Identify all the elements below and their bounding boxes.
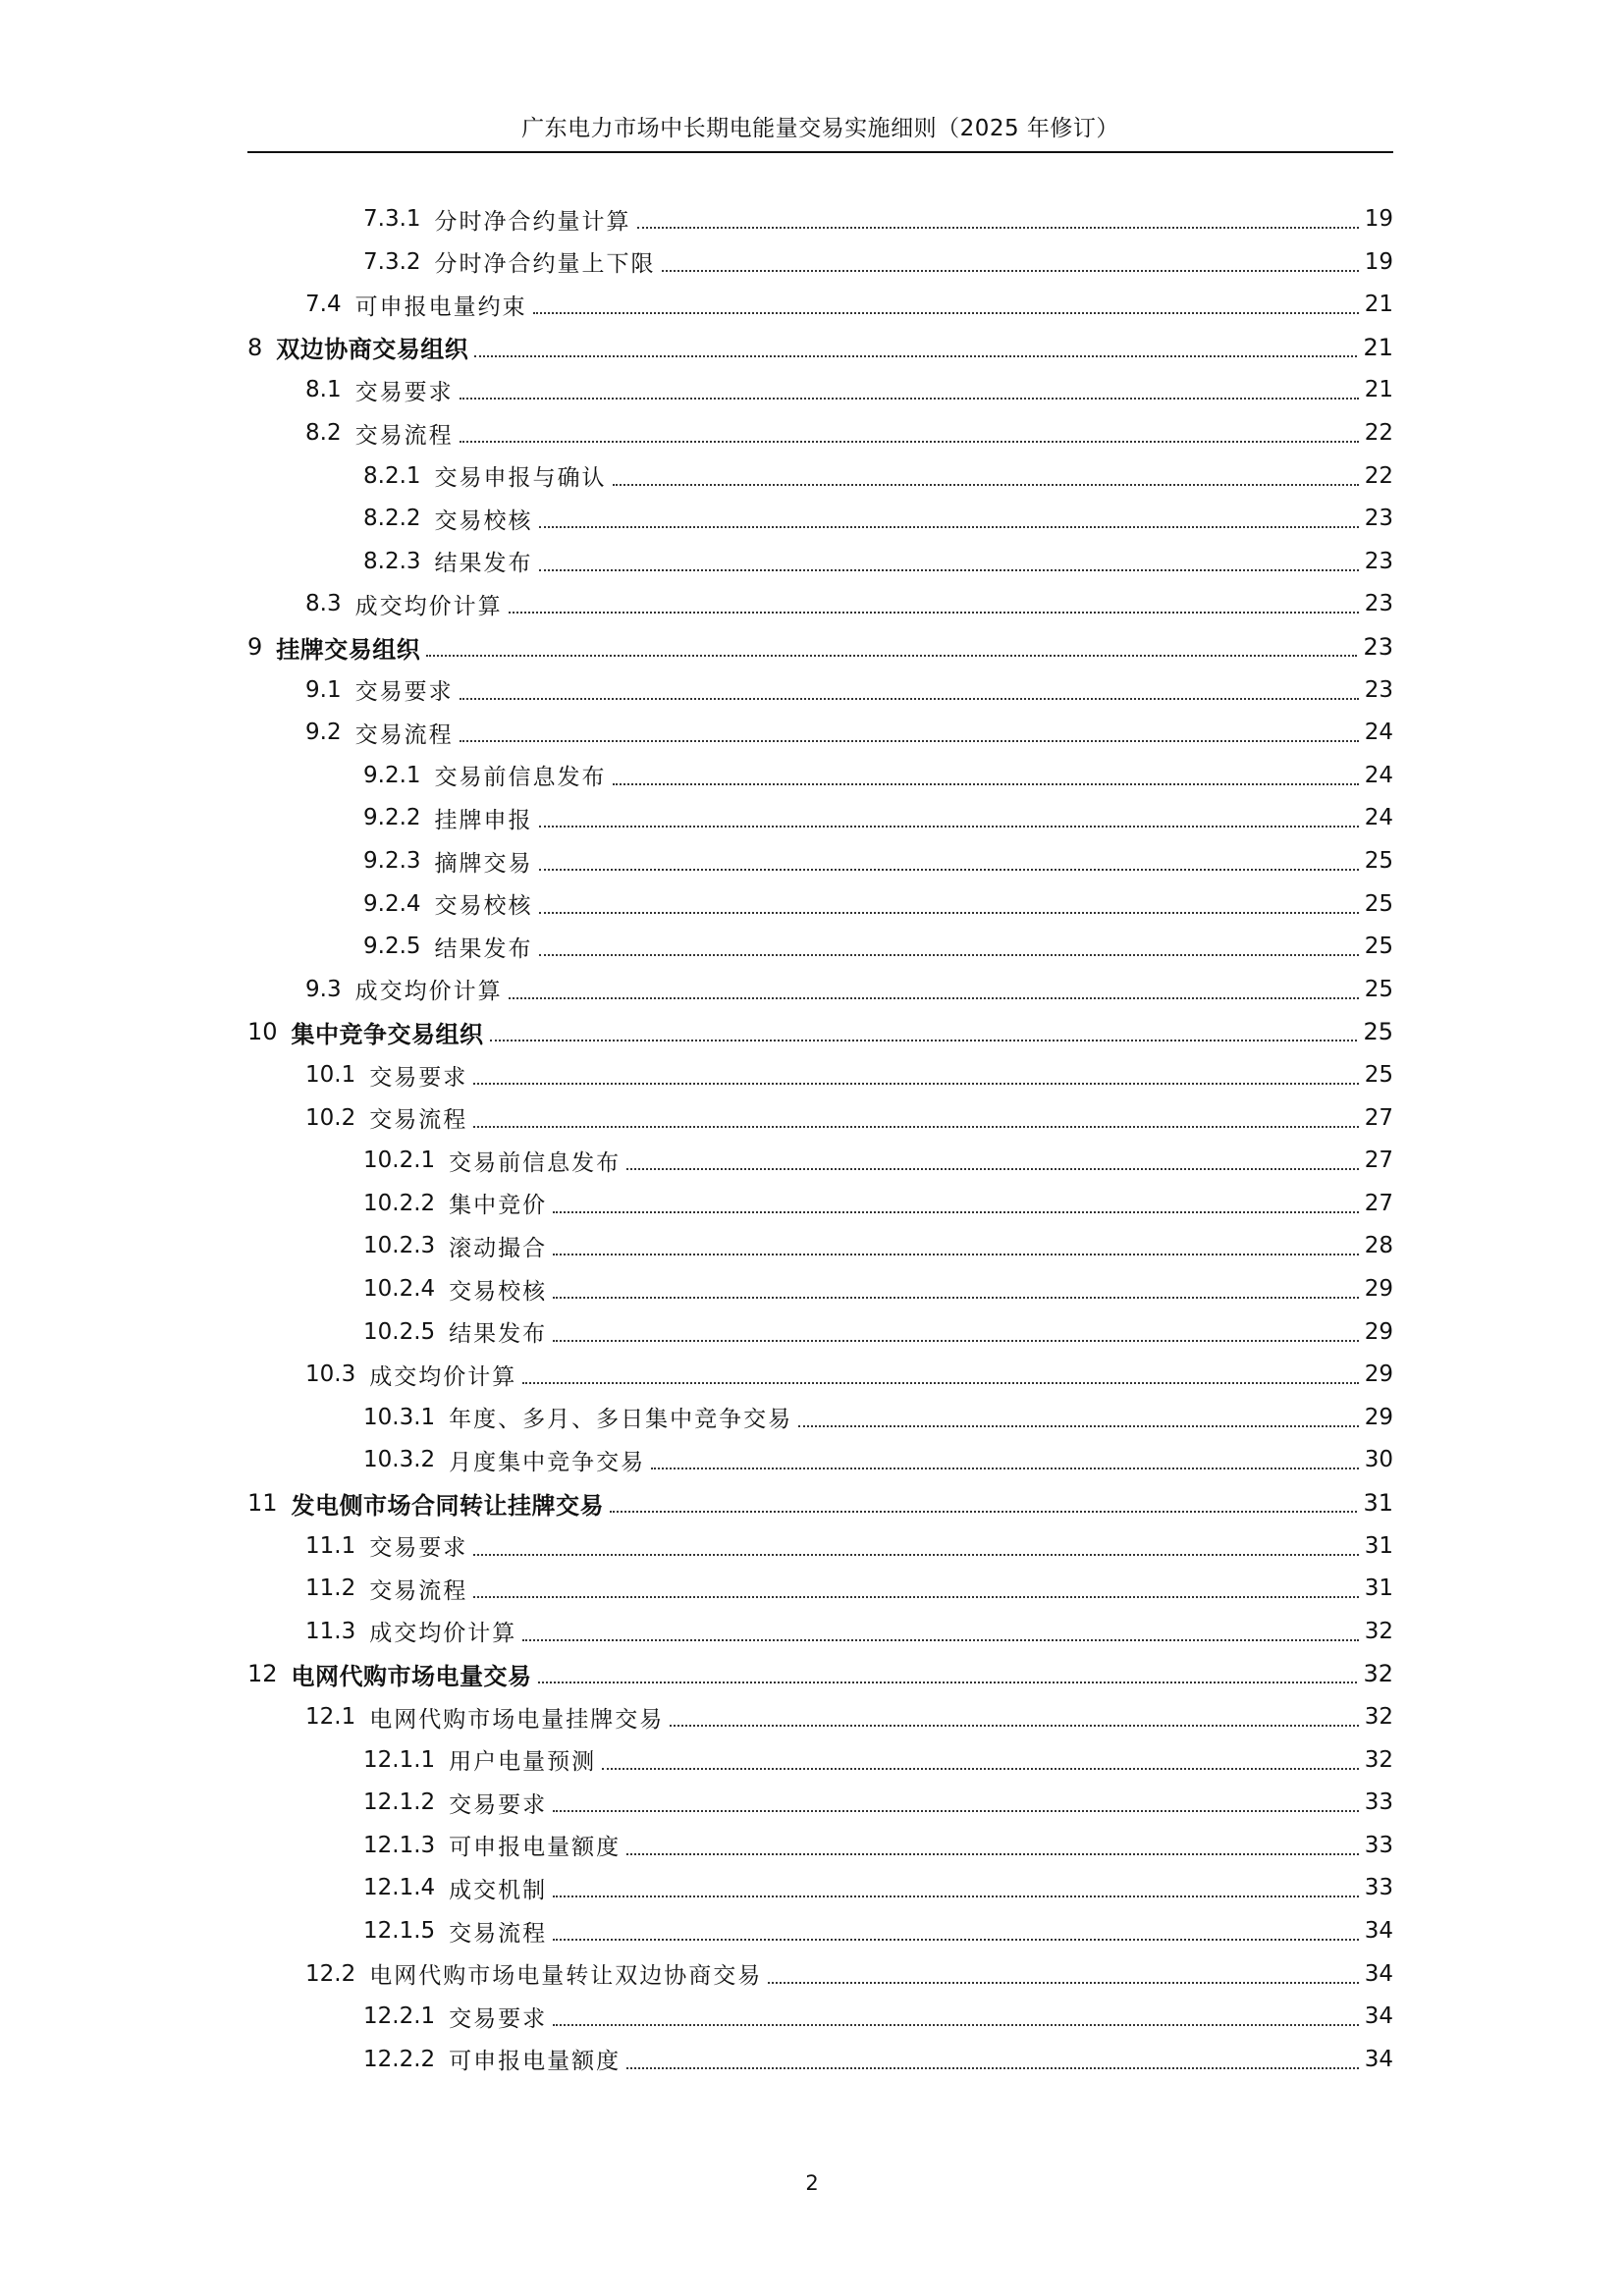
toc-entry-page: 24	[1364, 720, 1393, 746]
toc-entry-title: 交易流程	[354, 721, 454, 748]
toc-entry-number: 12.1.1	[363, 1746, 436, 1773]
dot-leader	[538, 1681, 1358, 1683]
toc-entry-title: 结果发布	[434, 935, 533, 962]
toc-entry-title: 电网代购市场电量交易	[291, 1662, 532, 1690]
toc-entry-number: 10.2.1	[363, 1148, 436, 1174]
toc-entry-number: 11	[247, 1489, 278, 1517]
toc-entry[interactable]	[363, 497, 1393, 540]
dot-leader	[670, 1724, 1359, 1727]
toc-entry-number: 12	[247, 1660, 278, 1688]
dot-leader	[474, 354, 1357, 357]
dot-leader	[553, 1895, 1359, 1897]
toc-entry[interactable]	[305, 1952, 1393, 1996]
toc-entry-number: 8.2.1	[363, 462, 421, 489]
toc-entry-number: 12.2.2	[363, 2046, 436, 2072]
dot-leader	[539, 868, 1359, 871]
toc-entry[interactable]	[363, 1438, 1393, 1481]
toc-entry[interactable]	[363, 1139, 1393, 1182]
toc-entry[interactable]	[363, 197, 1393, 240]
dot-leader	[539, 825, 1359, 828]
toc-entry-number: 10.1	[305, 1062, 356, 1088]
toc-entry-page: 23	[1363, 633, 1393, 661]
toc-entry-title: 结果发布	[434, 551, 533, 577]
toc-entry-number: 7.4	[305, 292, 342, 318]
toc-entry-title: 发电侧市场合同转让挂牌交易	[291, 1491, 605, 1520]
toc-entry-number: 8.3	[305, 591, 342, 617]
toc-entry-page: 28	[1364, 1233, 1393, 1259]
toc-entry-title: 成交均价计算	[369, 1363, 517, 1390]
toc-entry[interactable]	[363, 1909, 1393, 1952]
toc-entry-page: 29	[1364, 1362, 1393, 1388]
toc-entry-page: 24	[1364, 762, 1393, 788]
toc-entry[interactable]	[363, 1738, 1393, 1782]
toc-entry-number: 10.2.3	[363, 1233, 436, 1259]
toc-entry-title: 交易要求	[354, 379, 454, 405]
dot-leader	[522, 1381, 1359, 1384]
toc-entry-page: 23	[1364, 548, 1393, 574]
toc-entry-number: 12.2	[305, 1960, 356, 1987]
toc-entry-title: 电网代购市场电量转让双边协商交易	[369, 1963, 763, 1990]
toc-entry-title: 挂牌申报	[434, 807, 533, 833]
dot-leader	[651, 1467, 1359, 1469]
toc-entry[interactable]	[363, 882, 1393, 926]
dot-leader	[473, 1125, 1359, 1128]
toc-entry-page: 22	[1364, 420, 1393, 446]
toc-entry-page: 34	[1364, 1918, 1393, 1944]
toc-entry-page: 33	[1364, 1789, 1393, 1816]
toc-entry-number: 9.2.1	[363, 762, 421, 788]
toc-entry-page: 30	[1364, 1447, 1393, 1473]
toc-entry[interactable]	[363, 796, 1393, 839]
toc-entry-number: 9	[247, 633, 263, 661]
toc-entry-title: 交易前信息发布	[449, 1149, 622, 1176]
toc-entry-title: 滚动撮合	[449, 1235, 548, 1261]
toc-entry-page: 25	[1364, 934, 1393, 960]
toc-entry-number: 12.1.5	[363, 1918, 436, 1944]
dot-leader	[539, 953, 1359, 956]
toc-entry[interactable]	[363, 925, 1393, 968]
toc-entry-title: 交易要求	[449, 2005, 548, 2032]
header-title: 广东电力市场中长期电能量交易实施细则（2025 年修订）	[521, 116, 1119, 141]
dot-leader	[490, 1039, 1358, 1041]
toc-entry[interactable]	[363, 540, 1393, 583]
toc-entry-page: 33	[1364, 1832, 1393, 1858]
dot-leader	[473, 1595, 1359, 1598]
toc-entry-page: 25	[1364, 890, 1393, 917]
dot-leader	[553, 1210, 1359, 1213]
toc-entry-page: 34	[1364, 2003, 1393, 2030]
toc-entry-number: 12.1.2	[363, 1789, 436, 1816]
toc-entry[interactable]	[363, 1224, 1393, 1267]
toc-entry[interactable]	[363, 1267, 1393, 1310]
toc-entry-title: 成交均价计算	[369, 1621, 517, 1647]
toc-entry-page: 19	[1364, 206, 1393, 232]
dot-leader	[613, 782, 1359, 785]
toc-entry[interactable]	[363, 2038, 1393, 2081]
toc-entry-number: 7.3.2	[363, 248, 421, 275]
toc-entry-number: 10.3.2	[363, 1447, 436, 1473]
toc-entry[interactable]	[363, 1310, 1393, 1354]
toc-entry-number: 9.2.2	[363, 805, 421, 831]
toc-entry-title: 可申报电量额度	[449, 1835, 622, 1861]
toc-entry-page: 29	[1364, 1276, 1393, 1302]
toc-entry-number: 8.2.2	[363, 506, 421, 532]
dot-leader	[553, 1938, 1359, 1941]
toc-entry[interactable]	[363, 454, 1393, 498]
toc-entry-number: 7.3.1	[363, 206, 421, 232]
dot-leader	[768, 1981, 1359, 1984]
toc-entry[interactable]	[363, 1781, 1393, 1824]
toc-entry[interactable]	[305, 1053, 1393, 1096]
toc-entry-number: 10.2.4	[363, 1276, 436, 1302]
toc-entry[interactable]	[305, 1695, 1393, 1738]
toc-entry-title: 电网代购市场电量挂牌交易	[369, 1706, 665, 1733]
dot-leader	[610, 1510, 1357, 1513]
toc-entry-number: 12.1.4	[363, 1875, 436, 1901]
toc-entry-title: 交易申报与确认	[434, 465, 607, 492]
toc-entry-title: 交易流程	[369, 1577, 468, 1604]
toc-entry-title: 用户电量预测	[449, 1749, 597, 1776]
running-header	[247, 106, 1393, 153]
toc-entry[interactable]	[305, 711, 1393, 754]
toc-entry[interactable]	[363, 1824, 1393, 1867]
toc-entry-page: 32	[1364, 1618, 1393, 1644]
toc-entry[interactable]	[305, 1610, 1393, 1653]
toc-entry-page: 31	[1364, 1575, 1393, 1602]
toc-entry-title: 可申报电量约束	[354, 294, 527, 320]
dot-leader	[460, 697, 1359, 700]
dot-leader	[637, 226, 1359, 229]
toc-entry-title: 交易校核	[449, 1278, 548, 1305]
toc-entry[interactable]	[305, 283, 1393, 326]
toc-entry-page: 25	[1364, 1062, 1393, 1088]
toc-entry-number: 9.3	[305, 976, 342, 1002]
dot-leader	[522, 1638, 1359, 1641]
toc-entry[interactable]	[247, 1481, 1393, 1524]
dot-leader	[460, 440, 1359, 443]
toc-entry-page: 34	[1364, 2046, 1393, 2072]
dot-leader	[553, 2023, 1359, 2026]
toc-entry-page: 27	[1364, 1104, 1393, 1131]
toc-entry-number: 8.1	[305, 377, 342, 403]
toc-entry-page: 21	[1364, 292, 1393, 318]
toc-entry-title: 成交均价计算	[354, 593, 503, 619]
toc-entry[interactable]	[363, 1182, 1393, 1225]
toc-entry-page: 27	[1364, 1148, 1393, 1174]
dot-leader	[662, 269, 1359, 272]
toc-entry[interactable]	[305, 668, 1393, 712]
page-footer	[0, 2171, 1624, 2195]
toc-entry-page: 25	[1363, 1018, 1393, 1046]
toc-entry-number: 11.3	[305, 1618, 356, 1644]
toc-entry-title: 交易前信息发布	[434, 765, 607, 791]
toc-entry-title: 集中竞争交易组织	[291, 1020, 484, 1048]
toc-entry[interactable]	[247, 1010, 1393, 1053]
toc-entry-title: 交易校核	[434, 893, 533, 920]
dot-leader	[460, 739, 1359, 742]
dot-leader	[613, 483, 1359, 486]
toc-entry-title: 结果发布	[449, 1321, 548, 1348]
page-number: 2	[805, 2171, 819, 2195]
toc-entry-title: 月度集中竞争交易	[449, 1449, 646, 1475]
toc-entry[interactable]	[305, 368, 1393, 411]
toc-entry-number: 9.2	[305, 720, 342, 746]
dot-leader	[509, 996, 1359, 999]
toc-entry-title: 交易要求	[369, 1064, 468, 1091]
toc-entry-number: 9.1	[305, 676, 342, 703]
toc-entry-page: 32	[1364, 1704, 1393, 1730]
toc-entry-page: 32	[1363, 1660, 1393, 1688]
toc-entry-page: 29	[1364, 1318, 1393, 1345]
toc-entry[interactable]	[363, 1995, 1393, 2038]
dot-leader	[473, 1553, 1359, 1556]
toc-entry-title: 集中竞价	[449, 1193, 548, 1219]
toc-entry-title: 可申报电量额度	[449, 2049, 622, 2075]
toc-entry[interactable]	[247, 1652, 1393, 1695]
toc-entry-number: 11.1	[305, 1532, 356, 1559]
toc-entry[interactable]	[305, 1096, 1393, 1140]
toc-entry-number: 10.2	[305, 1104, 356, 1131]
toc-entry[interactable]	[305, 1567, 1393, 1610]
dot-leader	[539, 568, 1359, 571]
toc-entry[interactable]	[363, 1396, 1393, 1439]
dot-leader	[553, 1253, 1359, 1255]
toc-entry-number: 11.2	[305, 1575, 356, 1602]
toc-entry-title: 摘牌交易	[434, 850, 533, 877]
toc-entry-number: 8.2	[305, 420, 342, 446]
toc-entry-title: 成交均价计算	[354, 979, 503, 1005]
toc-entry[interactable]	[247, 625, 1393, 668]
toc-entry-page: 21	[1364, 377, 1393, 403]
toc-entry-title: 交易校核	[434, 507, 533, 534]
dot-leader	[626, 1852, 1359, 1855]
toc-entry-page: 34	[1364, 1960, 1393, 1987]
toc-entry-page: 24	[1364, 805, 1393, 831]
toc-entry-number: 10	[247, 1018, 278, 1046]
toc-entry-page: 23	[1364, 506, 1393, 532]
dot-leader	[626, 2066, 1359, 2069]
toc-entry[interactable]	[305, 1353, 1393, 1396]
toc-entry-page: 25	[1364, 848, 1393, 874]
toc-entry-number: 10.3.1	[363, 1404, 436, 1430]
toc-entry-number: 8	[247, 333, 263, 361]
dot-leader	[553, 1339, 1359, 1342]
toc-entry-title: 交易流程	[354, 422, 454, 449]
toc-entry-page: 31	[1363, 1489, 1393, 1517]
dot-leader	[798, 1424, 1359, 1427]
toc-entry-page: 33	[1364, 1875, 1393, 1901]
toc-entry-page: 22	[1364, 462, 1393, 489]
toc-entry-title: 年度、多月、多日集中竞争交易	[449, 1407, 793, 1433]
dot-leader	[473, 1082, 1359, 1085]
toc-entry-title: 成交机制	[449, 1877, 548, 1903]
dot-leader	[602, 1767, 1359, 1770]
toc-entry-number: 10.2.2	[363, 1190, 436, 1216]
toc-entry[interactable]	[363, 839, 1393, 882]
toc-entry-page: 27	[1364, 1190, 1393, 1216]
toc-entry-number: 12.1	[305, 1704, 356, 1730]
toc-entry-title: 分时净合约量计算	[434, 208, 631, 235]
toc-entry-title: 双边协商交易组织	[276, 336, 469, 364]
toc-entry-title: 交易要求	[354, 679, 454, 706]
toc-entry-title: 交易流程	[449, 1920, 548, 1947]
dot-leader	[533, 311, 1359, 314]
dot-leader	[626, 1167, 1359, 1170]
toc-entry-page: 21	[1363, 333, 1393, 361]
toc-entry-page: 31	[1364, 1532, 1393, 1559]
toc-entry-page: 23	[1364, 676, 1393, 703]
toc-entry-number: 9.2.5	[363, 934, 421, 960]
toc-entry[interactable]	[247, 326, 1393, 369]
toc-entry[interactable]	[305, 1524, 1393, 1568]
toc-entry-title: 交易流程	[369, 1107, 468, 1134]
toc-entry[interactable]	[363, 240, 1393, 284]
dot-leader	[509, 611, 1359, 614]
toc-entry-title: 交易要求	[369, 1535, 468, 1562]
toc-entry-number: 12.2.1	[363, 2003, 436, 2030]
toc-entry-title: 交易要求	[449, 1791, 548, 1818]
toc-entry[interactable]	[305, 968, 1393, 1011]
toc-entry[interactable]	[305, 411, 1393, 454]
toc-entry-number: 10.2.5	[363, 1318, 436, 1345]
toc-entry-title: 分时净合约量上下限	[434, 251, 656, 278]
dot-leader	[553, 1809, 1359, 1812]
toc-entry-number: 9.2.3	[363, 848, 421, 874]
toc-entry[interactable]	[305, 582, 1393, 625]
toc-entry[interactable]	[363, 754, 1393, 797]
toc-entry-title: 挂牌交易组织	[276, 635, 421, 664]
toc-entry[interactable]	[363, 1866, 1393, 1909]
dot-leader	[539, 911, 1359, 914]
toc-entry-page: 23	[1364, 591, 1393, 617]
toc-entry-page: 25	[1364, 976, 1393, 1002]
toc-entry-page: 32	[1364, 1746, 1393, 1773]
toc-entry-number: 10.3	[305, 1362, 356, 1388]
toc-entry-page: 19	[1364, 248, 1393, 275]
dot-leader	[426, 654, 1357, 657]
toc-entry-number: 9.2.4	[363, 890, 421, 917]
toc-entry-number: 12.1.3	[363, 1832, 436, 1858]
toc-entry-number: 8.2.3	[363, 548, 421, 574]
dot-leader	[553, 1296, 1359, 1299]
dot-leader	[460, 397, 1359, 400]
toc-entry-page: 29	[1364, 1404, 1393, 1430]
dot-leader	[539, 525, 1359, 528]
